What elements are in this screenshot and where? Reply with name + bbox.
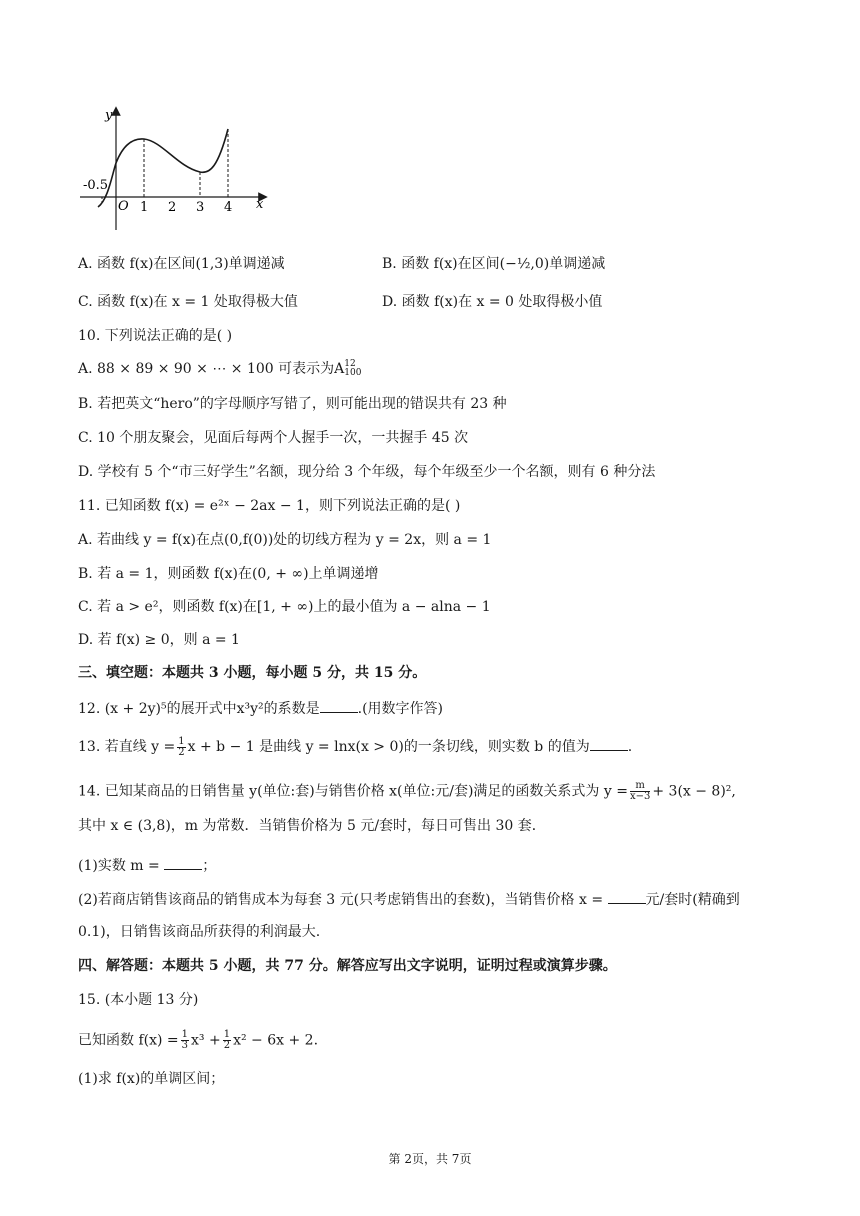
q15-part1: (1)求 f(x)的单调区间； — [78, 1071, 225, 1087]
neg-label: -0.5 — [83, 178, 109, 193]
q12: 12. (x + 2y)⁵的展开式中x³y²的系数是 .(用数字作答) — [78, 698, 443, 719]
q10-option-c: C. 10 个朋友聚会，见面后每两个人握手一次，一共握手 45 次 — [78, 430, 469, 446]
origin-label: O — [118, 199, 129, 214]
page-footer: 第 2页，共 7页 — [388, 1152, 472, 1166]
y-label: y — [105, 108, 113, 123]
q15-stem: 已知函数 f(x) = $\frac{1}{3}$ x³ + $\frac{1}{2}$ x² − 6x + 2. — [78, 1029, 319, 1051]
q13-blank — [590, 736, 628, 751]
function-graph — [78, 105, 278, 235]
section-4-heading: 四、解答题：本题共 5 小题，共 77 分。解答应写出文字说明，证明过程或演算步骤。 — [78, 958, 617, 974]
q14-line2: 其中 x ∈ (3,8)，m 为常数．当销售价格为 5 元/套时，每日可售出 30 套． — [78, 818, 546, 834]
q12-blank — [320, 698, 358, 713]
tick-2: 2 — [168, 200, 177, 215]
tick-3: 3 — [196, 200, 205, 215]
q13: 13. 若直线 y = $\frac{1}{2}$ x + b − 1 是曲线 y = lnx(x > 0)的一条切线，则实数 b 的值为 . — [78, 735, 633, 758]
q10-option-d: D. 学校有 5 个“市三好学生”名额，现分给 3 个年级，每个年级至少一个名额，则有 6 种分法 — [78, 464, 656, 480]
section-3-heading: 三、填空题：本题共 3 小题，每小题 5 分，共 15 分。 — [78, 665, 427, 681]
x-label: x — [256, 197, 264, 212]
q11-option-d: D. 若 f(x) ≥ 0，则 a = 1 — [78, 632, 240, 648]
q14-blank-2 — [608, 889, 646, 904]
q15-header: 15. (本小题 13 分) — [78, 992, 199, 1008]
q10-option-a: A. 88 × 89 × 90 × ⋯ × 100 可表示为A 12 100 — [78, 359, 362, 378]
q14-part1: (1)实数 m = ； — [78, 855, 216, 876]
q9-option-b: B. 函数 f(x)在区间(−½,0)单调递减 — [382, 256, 606, 272]
q11-option-a: A. 若曲线 y = f(x)在点(0,f(0))处的切线方程为 y = 2x，则 a = 1 — [78, 532, 492, 548]
tick-4: 4 — [224, 200, 233, 215]
q9-option-c: C. 函数 f(x)在 x = 1 处取得极大值 — [78, 294, 298, 310]
q14-part2: (2)若商店销售该商品的销售成本为每套 3 元(只考虑销售出的套数)，当销售价格 x = 元/套时(精确到 — [78, 889, 740, 910]
q11-option-c: C. 若 a > e²，则函数 f(x)在[1, + ∞)上的最小值为 a − alna − 1 — [78, 599, 491, 615]
q11-stem: 11. 已知函数 f(x) = e²ˣ − 2ax − 1，则下列说法正确的是( ) — [78, 498, 461, 514]
interval-b: (−½,0) — [499, 256, 550, 272]
q9-option-a: A. 函数 f(x)在区间(1,3)单调递减 — [78, 256, 285, 272]
q14-line1: 14. 已知某商品的日销售量 y(单位:套)与销售价格 x(单位:元/套)满足的函数关系式为 y = $\frac{m}{x-3}$ + 3(x − 8)², — [78, 780, 736, 802]
curve — [98, 129, 228, 207]
q9-option-d: D. 函数 f(x)在 x = 0 处取得极小值 — [382, 294, 603, 310]
q10-option-b: B. 若把英文“hero”的字母顺序写错了，则可能出现的错误共有 23 种 — [78, 396, 507, 412]
q10-stem: 10. 下列说法正确的是( ) — [78, 328, 233, 344]
q11-option-b: B. 若 a = 1，则函数 f(x)在(0, + ∞)上单调递增 — [78, 566, 379, 582]
q14-blank-1 — [164, 855, 202, 870]
q14-part2-cont: 0.1)，日销售该商品所获得的利润最大. — [78, 924, 321, 940]
tick-1: 1 — [140, 200, 149, 215]
